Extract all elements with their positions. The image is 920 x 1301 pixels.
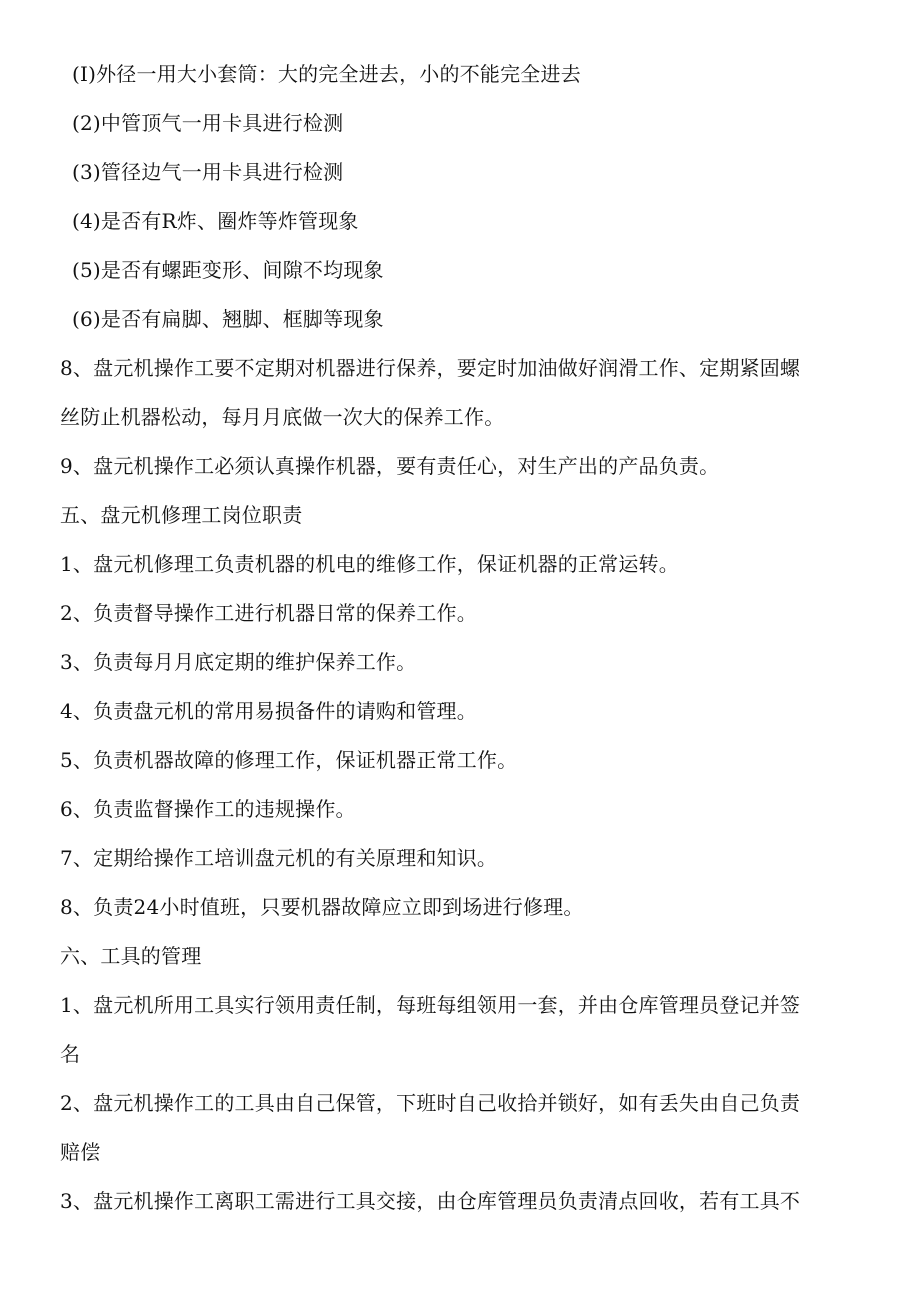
repair-duty-4: 4、负责盘元机的常用易损备件的请购和管理。 [60,699,477,723]
repair-duty-7: 7、定期给操作工培训盘元机的有关原理和知识。 [60,846,498,870]
check-item-4: (4)是否有R炸、圈炸等炸管现象 [72,209,359,233]
check-item-2: (2)中管顶气一用卡具进行检测 [72,111,344,135]
tool-rule-2-line-1: 2、盘元机操作工的工具由自己保管，下班时自己收拾并锁好，如有丢失由自己负责 [60,1091,801,1115]
tool-rule-1-line-1: 1、盘元机所用工具实行领用责任制，每班每组领用一套，并由仓库管理员登记并签 [60,993,801,1017]
section-heading-6: 六、工具的管理 [60,944,202,968]
check-item-6: (6)是否有扁脚、翘脚、框脚等现象 [72,307,384,331]
paragraph-9: 9、盘元机操作工必须认真操作机器，要有责任心，对生产出的产品负责。 [60,454,720,478]
repair-duty-1: 1、盘元机修理工负责机器的机电的维修工作，保证机器的正常运转。 [60,552,679,576]
repair-duty-5: 5、负责机器故障的修理工作，保证机器正常工作。 [60,748,518,772]
repair-duty-8: 8、负责24小时值班，只要机器故障应立即到场进行修理。 [60,895,584,919]
paragraph-8-line-2: 丝防止机器松动，每月月底做一次大的保养工作。 [60,405,505,429]
tool-rule-3-line-1: 3、盘元机操作工离职工需进行工具交接，由仓库管理员负责清点回收，若有工具不 [60,1189,801,1213]
check-item-1: (I)外径一用大小套筒：大的完全进去，小的不能完全进去 [72,62,581,86]
check-item-5: (5)是否有螺距变形、间隙不均现象 [72,258,384,282]
check-item-3: (3)管径边气一用卡具进行检测 [72,160,344,184]
tool-rule-1-line-2: 名 [60,1042,81,1066]
tool-rule-2-line-2: 赔偿 [60,1140,101,1164]
repair-duty-6: 6、负责监督操作工的违规操作。 [60,797,356,821]
section-heading-5: 五、盘元机修理工岗位职责 [60,503,303,527]
repair-duty-3: 3、负责每月月底定期的维护保养工作。 [60,650,417,674]
paragraph-8-line-1: 8、盘元机操作工要不定期对机器进行保养，要定时加油做好润滑工作、定期紧固螺 [60,356,801,380]
repair-duty-2: 2、负责督导操作工进行机器日常的保养工作。 [60,601,477,625]
